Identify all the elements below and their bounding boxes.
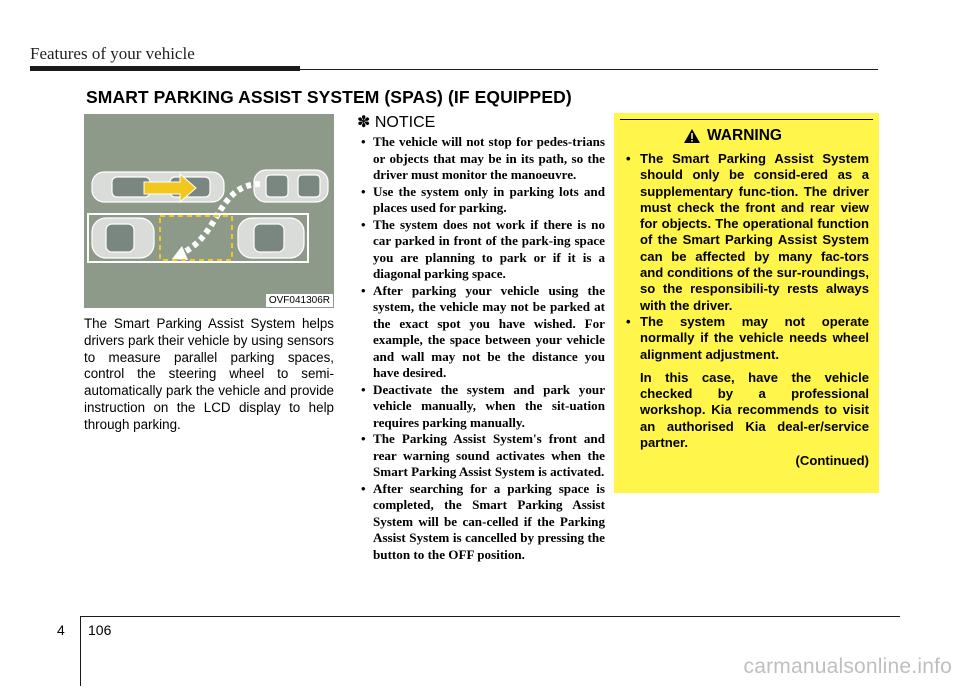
notice-item: • Deactivate the system and park your vehicle manually, when the sit-uation requires parking manually.	[357, 382, 605, 432]
parking-illustration	[84, 114, 334, 308]
page-number: 106	[88, 622, 112, 638]
intro-paragraph: The Smart Parking Assist System helps drivers park their vehicle by using sensors to measure parallel parking spaces, control the steering wheel to semi-automatically park the vehicle and provide instruction on the LCD display to help through parking.	[84, 316, 334, 432]
notice-item: • The Parking Assist System's front and rear warning sound activates when the Smart Parking Assist System is activated.	[357, 431, 605, 481]
warning-triangle-icon	[683, 128, 701, 144]
notice-item: • After parking your vehicle using the system, the vehicle may not be parked at the exact spot you have wished. For example, the space between your vehicle and wall may not be the distance you have desired.	[357, 283, 605, 382]
figure-code: OVF041306R	[266, 294, 333, 307]
warning-subtext: In this case, have the vehicle checked by a professional workshop. Kia recommends to visit an authorised Kia deal-er/service partner.	[640, 369, 869, 451]
footer-divider	[80, 616, 81, 686]
notice-item: • After searching for a parking space is completed, the Smart Parking Assist System will be can-celled if the Parking Assist System is cancelled by pressing the button to the OFF position.	[357, 481, 605, 564]
header-rule	[30, 66, 300, 71]
watermark: carmanualsonline.info	[743, 655, 952, 678]
notice-list	[357, 134, 605, 563]
parked-car-left	[92, 218, 154, 258]
header-title: Features of your vehicle	[30, 44, 195, 63]
notice-title: NOTICE	[374, 114, 436, 131]
warning-rule	[620, 119, 873, 120]
warning-title: WARNING	[707, 127, 782, 144]
warning-list	[624, 151, 869, 363]
notice-section	[357, 112, 605, 563]
continued-label: (Continued)	[795, 453, 869, 469]
parking-diagram	[84, 114, 334, 308]
notice-item: • The system does not work if there is no car parked in front of the park-ing space you are planning to park or if it is a diagonal parking space.	[357, 217, 605, 283]
notice-heading	[357, 112, 605, 132]
warning-heading	[596, 127, 869, 145]
parked-car-right	[238, 218, 304, 258]
notice-mark-icon: ✽	[357, 114, 371, 131]
section-title: SMART PARKING ASSIST SYSTEM (SPAS) (IF EQUIPPED)	[86, 87, 572, 107]
warning-box	[614, 113, 879, 493]
header-rule-thin	[300, 69, 878, 70]
footer-rule	[80, 616, 900, 617]
chapter-number: 4	[57, 622, 65, 638]
notice-item: • Use the system only in parking lots and places used for parking.	[357, 184, 605, 217]
warning-item: • The Smart Parking Assist System should only be consid-ered as a supplementary func-tion. The driver must check the front and rear view for objects. The operational function of the Smart Parking Assist System can be affected by many fac-tors and conditions of the sur-roundings, so the responsibili-ty rests always with the driver.	[624, 151, 869, 314]
target-car	[254, 170, 328, 202]
warning-item: • The system may not operate normally if the vehicle needs wheel alignment adjustment.	[624, 314, 869, 363]
notice-item: • The vehicle will not stop for pedes-trians or objects that may be in its path, so the driver must monitor the manoeuvre.	[357, 134, 605, 184]
